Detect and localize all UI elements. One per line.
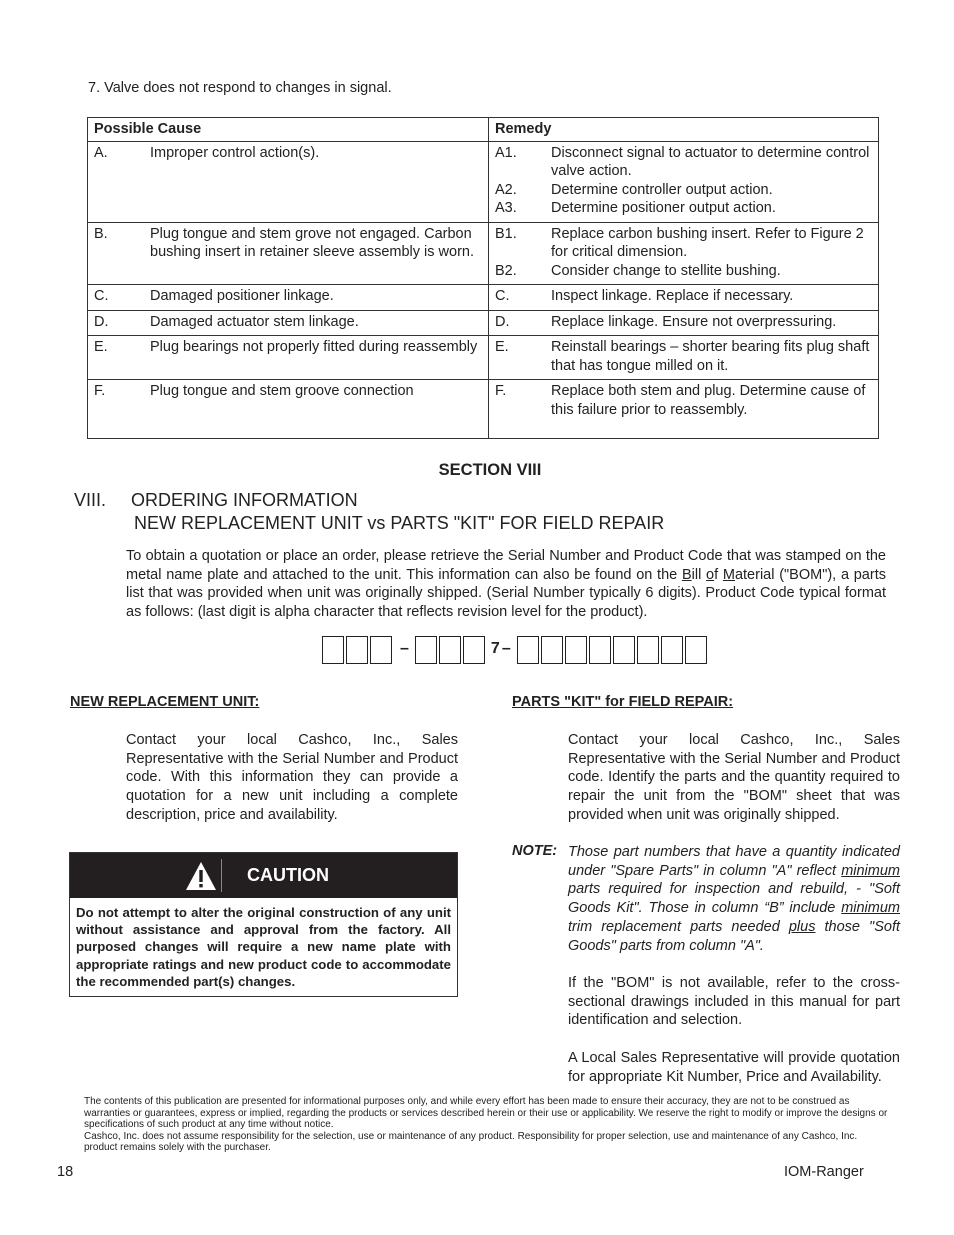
code-cell xyxy=(463,636,485,664)
caution-divider xyxy=(221,859,222,892)
note-part: parts required for inspection and rebuild, - "Soft Goods Kit". Those in column “B” include xyxy=(568,881,900,917)
remedy-text: Determine positioner output action. xyxy=(551,200,776,216)
cause-text: Improper control action(s). xyxy=(150,144,320,161)
remedy-line xyxy=(495,287,872,306)
parts-kit-text: Contact your local Cashco, Inc., Sales Representative with the Serial Number and Product code. Identify the parts and the quantity required to repair the unit from the "BOM" sheet that was provided when unit was originally shipped. xyxy=(568,732,900,823)
section-number: VIII. xyxy=(74,490,107,510)
disclaimer-p2: Cashco, Inc. does not assume responsibility for the selection, use or maintenance of any product. Responsibility for proper selection, use and maintenance of any Cashco, Inc. product remains solely with the purchaser. xyxy=(84,1130,858,1154)
caution-label: CAUTION xyxy=(247,865,329,885)
header-possible-cause: Possible Cause xyxy=(88,118,489,142)
remedy-line xyxy=(495,199,872,218)
cause-cell xyxy=(88,336,489,380)
disclaimer xyxy=(84,1096,888,1154)
remedy-key: A1. xyxy=(495,144,517,161)
remedy-text: Determine controller output action. xyxy=(551,181,773,198)
remedy-cell xyxy=(489,141,879,222)
note-underline: minimum xyxy=(841,900,900,917)
cause-key: E. xyxy=(94,339,108,355)
table-row xyxy=(88,380,879,439)
remedy-cell xyxy=(489,222,879,285)
remedy-line xyxy=(495,225,872,262)
remedy-text: Consider change to stellite bushing. xyxy=(551,262,781,279)
document-id: IOM-Ranger xyxy=(784,1164,864,1180)
item-7-heading: 7. Valve does not respond to changes in signal. xyxy=(88,80,392,96)
sales-rep-paragraph: A Local Sales Representative will provide quotation for appropriate Kit Number, Price and Availability. xyxy=(568,1050,900,1085)
disclaimer-p1: The contents of this publication are presented for informational purposes only, and while every effort has been made to ensure their accuracy, they are not to be construed as warranties or guarantees, express or implied, regarding the products or services described herein or their use or applicability. We reserve the right to modify or improve the designs or specifications of such product at any time without notice. xyxy=(84,1096,888,1131)
remedy-line xyxy=(495,313,872,332)
remedy-line xyxy=(495,338,872,375)
code-cell xyxy=(613,636,635,664)
caution-text: Do not attempt to alter the original construction of any unit without assistance and approval from the factory. All purposed changes will require a new name plate with appropriate ratings and new product code to accommodate the recommended part(s) changes. xyxy=(76,905,451,989)
code-dash: – xyxy=(501,640,511,657)
cause-text: Plug tongue and stem groove connection xyxy=(150,383,414,399)
note-text xyxy=(568,843,900,955)
section-heading-line1: ORDERING INFORMATION xyxy=(131,490,358,510)
intro-f: f xyxy=(714,566,723,583)
remedy-cell xyxy=(489,336,879,380)
remedy-key: E. xyxy=(495,339,509,355)
section-heading-line2: NEW REPLACEMENT UNIT vs PARTS "KIT" FOR FIELD REPAIR xyxy=(134,513,665,533)
remedy-line xyxy=(495,144,872,181)
table-row xyxy=(88,310,879,336)
cause-line xyxy=(94,287,482,306)
product-code-format xyxy=(322,636,709,666)
code-cell xyxy=(541,636,563,664)
bom-paragraph: If the "BOM" is not available, refer to the cross-sectional drawings included in this manual for part identification and selection. xyxy=(568,975,900,1029)
intro-text: To obtain a quotation or place an order, please retrieve the Serial Number and Product Code that was stamped on the metal name plate and attached to the unit. This information can also be found on the xyxy=(126,548,886,583)
cause-line xyxy=(94,144,482,163)
cause-cell xyxy=(88,310,489,336)
code-dash: – xyxy=(400,640,409,657)
cause-line xyxy=(94,313,482,332)
remedy-key: A2. xyxy=(495,181,517,198)
remedy-key: B1. xyxy=(495,225,517,242)
table-row xyxy=(88,141,879,222)
new-replacement-unit-heading: NEW REPLACEMENT UNIT: xyxy=(70,694,260,710)
remedy-line xyxy=(495,382,872,419)
remedy-text: Reinstall bearings – shorter bearing fits plug shaft that has tongue milled on it. xyxy=(551,339,870,374)
cause-text: Plug tongue and stem grove not engaged. Carbon bushing insert in retainer sleeve assembly is worn. xyxy=(150,225,474,260)
cause-key: D. xyxy=(94,313,109,330)
code-cell xyxy=(517,636,539,664)
cause-key: B. xyxy=(94,225,108,242)
code-seven: 7 xyxy=(490,640,500,657)
table-header-row xyxy=(88,118,879,142)
remedy-key: B2. xyxy=(495,262,517,279)
troubleshooting-table xyxy=(87,117,879,439)
remedy-cell xyxy=(489,310,879,336)
note-underline: plus xyxy=(788,918,816,935)
intro-m: M xyxy=(722,566,735,583)
cause-key: C. xyxy=(94,288,109,304)
cause-key: A. xyxy=(94,144,108,161)
ordering-intro-paragraph xyxy=(126,547,886,622)
warning-icon xyxy=(183,853,219,898)
note-label: NOTE: xyxy=(512,843,558,859)
caution-box xyxy=(69,852,458,997)
code-cell xyxy=(439,636,461,664)
remedy-text: Inspect linkage. Replace if necessary. xyxy=(551,288,794,304)
remedy-line xyxy=(495,181,872,200)
code-cell xyxy=(370,636,392,664)
code-cell xyxy=(565,636,587,664)
remedy-key: F. xyxy=(495,383,507,399)
cause-cell xyxy=(88,141,489,222)
remedy-text: Replace linkage. Ensure not overpressuring. xyxy=(551,313,837,330)
code-cell xyxy=(346,636,368,664)
intro-rest: aterial ("BOM"), a parts list that was provided when unit was originally shipped. (Serial Number typically 6 digits). Product Code typical format as follows: (last digit is alpha character that reflects revision level for the product). xyxy=(126,566,886,621)
parts-kit-heading: PARTS "KIT" for FIELD REPAIR: xyxy=(512,694,734,710)
cause-text: Damaged positioner linkage. xyxy=(150,288,334,304)
code-cell xyxy=(685,636,707,664)
caution-header xyxy=(70,853,457,898)
remedy-cell xyxy=(489,285,879,311)
table-row xyxy=(88,285,879,311)
remedy-text: Replace both stem and plug. Determine cause of this failure prior to reassembly. xyxy=(551,383,866,418)
code-cell xyxy=(637,636,659,664)
remedy-text: Replace carbon bushing insert. Refer to Figure 2 for critical dimension. xyxy=(551,225,864,260)
table-row xyxy=(88,222,879,285)
code-cell xyxy=(415,636,437,664)
note-part: trim replacement parts needed xyxy=(568,918,789,935)
note-part: those "Soft Goods" parts from column "A". xyxy=(568,918,900,954)
cause-cell xyxy=(88,222,489,285)
cause-line xyxy=(94,382,482,401)
cause-text: Damaged actuator stem linkage. xyxy=(150,313,359,330)
note-part: Those part numbers that have a quantity indicated under "Spare Parts" in column "A" reflect xyxy=(568,844,900,879)
code-cell xyxy=(589,636,611,664)
intro-ill: ill xyxy=(691,566,707,583)
new-replacement-unit-text: Contact your local Cashco, Inc., Sales Representative with the Serial Number and Product code. With this information they can provide a quotation for a new unit including a complete description, price and availability. xyxy=(126,732,458,823)
cause-cell xyxy=(88,380,489,439)
remedy-key: A3. xyxy=(495,200,517,216)
header-remedy: Remedy xyxy=(489,118,879,142)
remedy-text: Disconnect signal to actuator to determine control valve action. xyxy=(551,144,870,179)
section-title: SECTION VIII xyxy=(438,461,542,479)
remedy-cell xyxy=(489,380,879,439)
note-underline: minimum xyxy=(841,862,900,879)
cause-cell xyxy=(88,285,489,311)
cause-text: Plug bearings not properly fitted during reassembly xyxy=(150,339,478,355)
cause-line xyxy=(94,338,482,357)
remedy-key: D. xyxy=(495,313,510,330)
intro-o: o xyxy=(706,566,715,583)
remedy-line xyxy=(495,262,872,281)
intro-b: B xyxy=(681,566,692,583)
cause-line xyxy=(94,225,482,262)
cause-key: F. xyxy=(94,383,106,399)
page-number: 18 xyxy=(57,1164,74,1180)
code-cell xyxy=(322,636,344,664)
table-row xyxy=(88,336,879,380)
code-cell xyxy=(661,636,683,664)
remedy-key: C. xyxy=(495,288,510,304)
